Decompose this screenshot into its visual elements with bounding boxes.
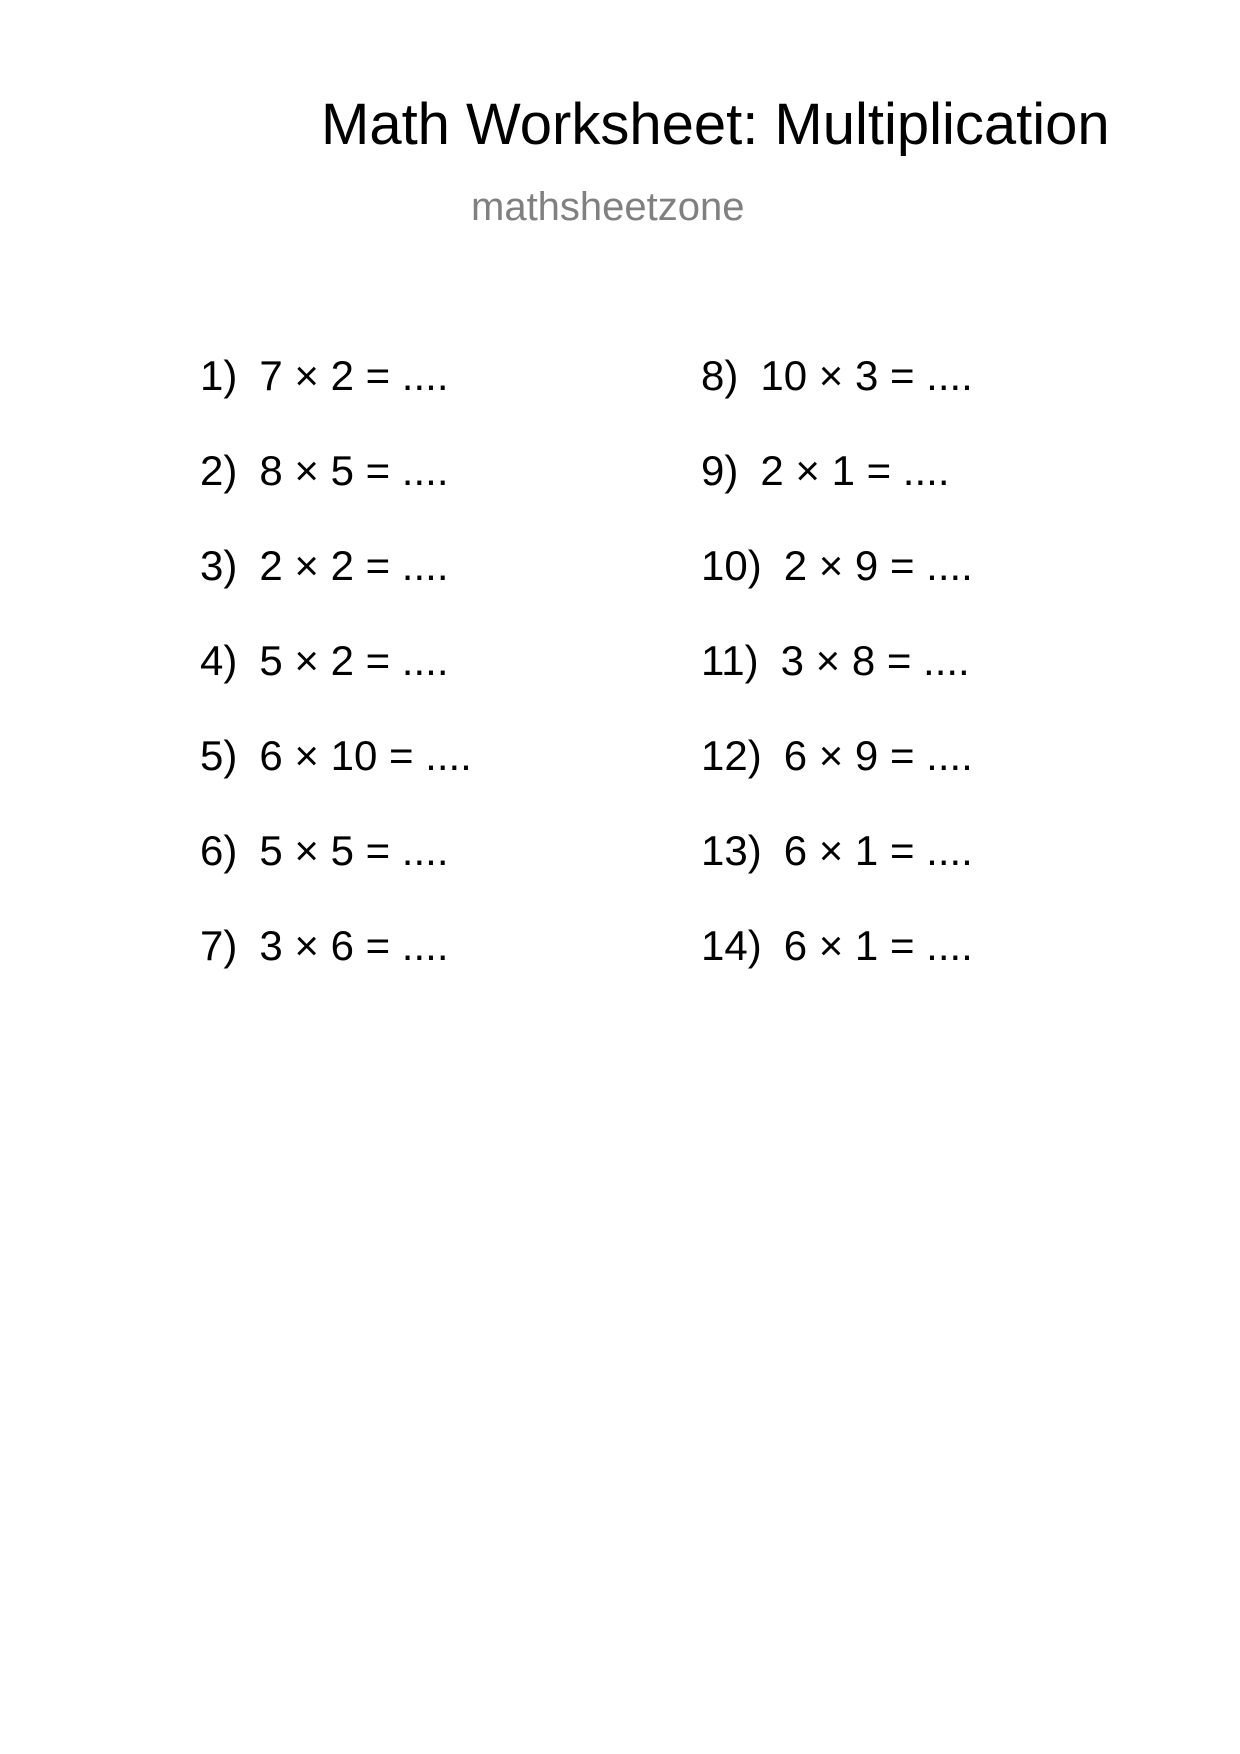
problem-4 (200, 637, 472, 732)
problem-expression: 2 × 1 = .... (760, 447, 950, 494)
problem-expression: 3 × 6 = .... (259, 922, 449, 969)
problem-number: 12) (701, 732, 762, 779)
problem-expression: 7 × 2 = .... (259, 352, 449, 399)
problem-11 (701, 637, 973, 732)
problem-13 (701, 827, 973, 922)
problem-column-right (701, 352, 973, 1017)
problem-number: 2) (200, 447, 238, 494)
problem-number: 10) (701, 542, 762, 589)
problem-12 (701, 732, 973, 827)
problem-1 (200, 352, 472, 447)
problem-6 (200, 827, 472, 922)
problem-2 (200, 447, 472, 542)
problem-3 (200, 542, 472, 637)
problem-expression: 6 × 9 = .... (783, 732, 973, 779)
problem-7 (200, 922, 472, 1017)
problem-expression: 2 × 9 = .... (783, 542, 973, 589)
problem-expression: 6 × 1 = .... (783, 922, 973, 969)
problem-expression: 6 × 1 = .... (783, 827, 973, 874)
problem-number: 7) (200, 922, 238, 969)
problem-expression: 2 × 2 = .... (259, 542, 449, 589)
page-subtitle: mathsheetzone (471, 185, 745, 229)
problem-expression: 6 × 10 = .... (259, 732, 472, 779)
problem-expression: 5 × 5 = .... (259, 827, 449, 874)
problem-expression: 8 × 5 = .... (259, 447, 449, 494)
problem-number: 14) (701, 922, 762, 969)
problem-number: 11) (701, 637, 759, 684)
page-title: Math Worksheet: Multiplication (321, 92, 1110, 157)
problem-number: 3) (200, 542, 238, 589)
problem-expression: 10 × 3 = .... (760, 352, 973, 399)
problem-number: 9) (701, 447, 739, 494)
problem-14 (701, 922, 973, 1017)
problem-number: 8) (701, 352, 739, 399)
problem-10 (701, 542, 973, 637)
problem-column-left (200, 352, 472, 1017)
problem-number: 13) (701, 827, 762, 874)
problem-8 (701, 352, 973, 447)
problem-expression: 5 × 2 = .... (259, 637, 449, 684)
problem-9 (701, 447, 973, 542)
problem-number: 5) (200, 732, 238, 779)
problem-number: 4) (200, 637, 238, 684)
problem-expression: 3 × 8 = .... (780, 637, 970, 684)
problem-5 (200, 732, 472, 827)
problem-number: 6) (200, 827, 238, 874)
problem-number: 1) (200, 352, 238, 399)
